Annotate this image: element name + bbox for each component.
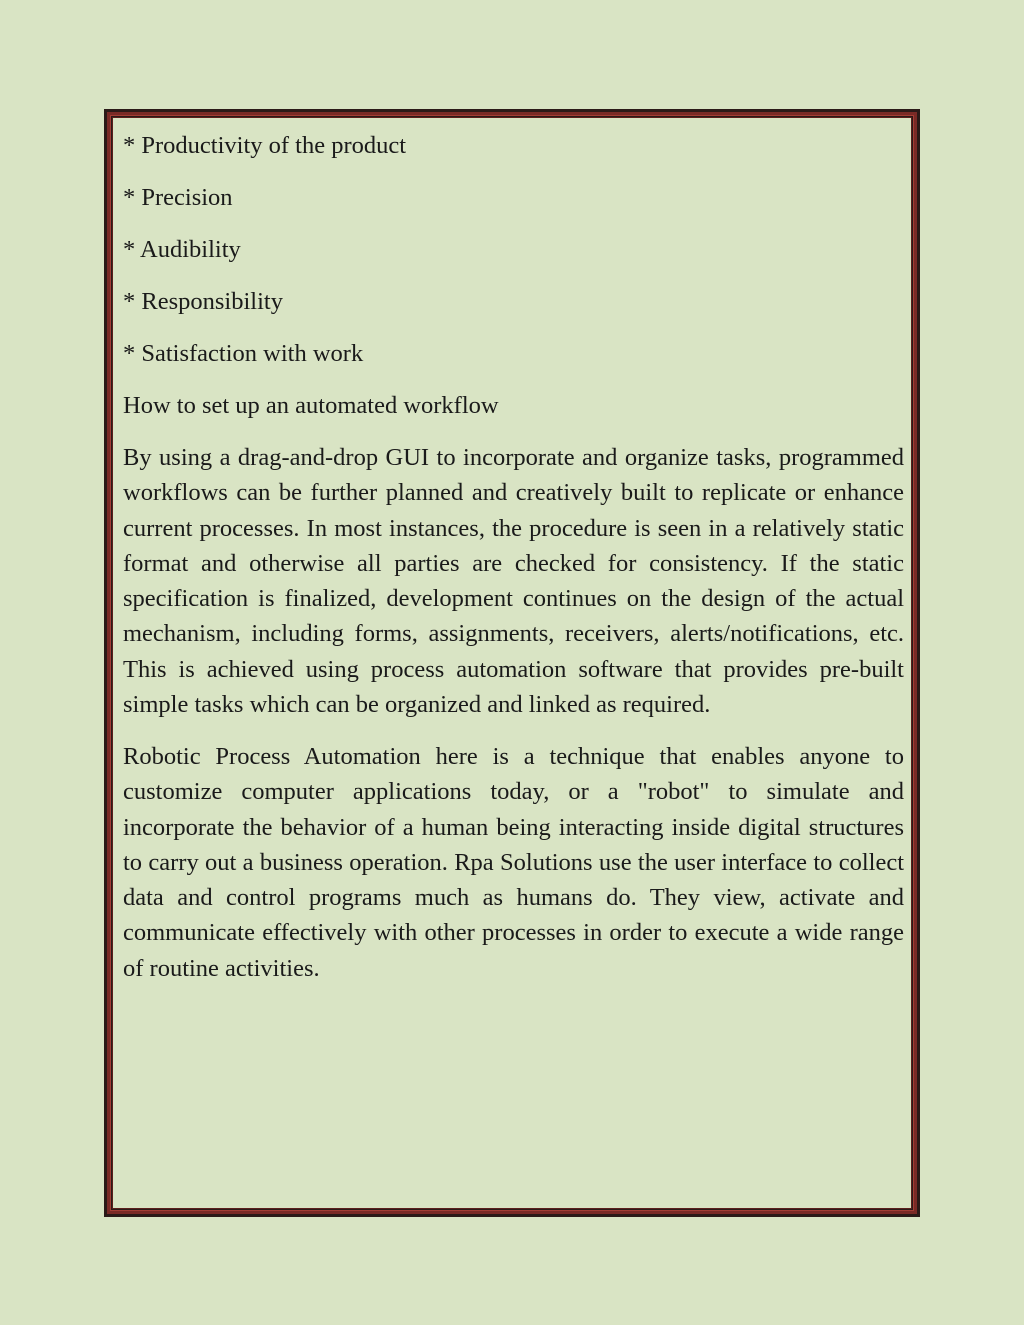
bullet-item-audibility: * Audibility	[123, 235, 241, 263]
paragraph-workflow: By using a drag-and-drop GUI to incorporate and organize tasks, programmed workflows can be further planned and creatively built to replicate or enhance current processes. In most instances, the procedure is seen in a relatively static format and otherwise all parties are checked for consistency. If the static specification is finalized, development continues on the design of the actual mechanism, including forms, assignments, receivers, alerts/notifications, etc. This is achieved using process automation software that provides pre-built simple tasks which can be organized and linked as required.	[123, 443, 904, 718]
bullet-item-responsibility: * Responsibility	[123, 287, 283, 315]
document-page	[112, 117, 912, 1209]
bullet-item-precision: * Precision	[123, 183, 233, 211]
bullet-item-satisfaction: * Satisfaction with work	[123, 339, 364, 367]
page-border-frame	[104, 109, 920, 1217]
bullet-item-productivity: * Productivity of the product	[123, 132, 407, 159]
paragraph-rpa: Robotic Process Automation here is a technique that enables anyone to customize computer applications today, or a "robot" to simulate and incorporate the behavior of a human being interacting inside digital structures to carry out a business operation. Rpa Solutions use the user interface to collect data and control programs much as humans do. They view, activate and communicate effectively with other processes in order to execute a wide range of routine activities.	[123, 742, 904, 982]
page-border-inner	[110, 115, 914, 1211]
document-content	[123, 128, 904, 986]
section-heading: How to set up an automated workflow	[123, 391, 499, 419]
